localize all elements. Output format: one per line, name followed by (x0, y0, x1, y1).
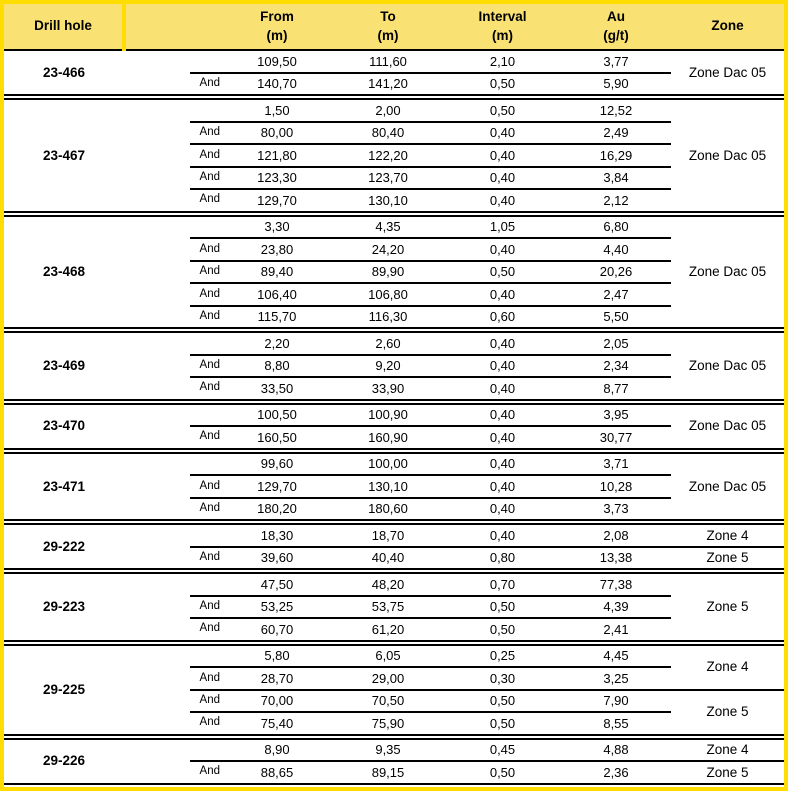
and-cell: And (124, 167, 222, 190)
zone-cell: Zone 5 (706, 599, 749, 614)
au-cell: 2,41 (603, 621, 629, 637)
from-cell: 106,40 (222, 283, 332, 306)
interval-cell: 0,40 (444, 355, 561, 378)
from-cell: 140,70 (257, 76, 297, 92)
from-cell: 39,60 (260, 550, 294, 566)
to-cell: 53,75 (332, 596, 444, 619)
and-cell: And (124, 596, 222, 619)
and-cell (124, 451, 222, 476)
drill-group (4, 522, 784, 571)
interval-cell: 0,50 (489, 621, 516, 637)
au-cell: 8,55 (603, 715, 629, 731)
to-cell: 100,00 (332, 451, 444, 476)
drill-group (4, 571, 784, 643)
au-cell: 4,39 (561, 596, 671, 619)
header-interval-unit: (m) (492, 27, 513, 43)
from-cell: 115,70 (257, 309, 297, 325)
drill-hole-cell: 23-466 (42, 64, 86, 80)
and-cell: And (199, 622, 220, 634)
from-cell: 3,30 (222, 214, 332, 239)
and-cell: And (124, 690, 222, 713)
interval-cell: 0,40 (444, 144, 561, 167)
au-cell: 13,38 (599, 550, 633, 566)
zone-cell: Zone Dac 05 (688, 358, 767, 373)
interval-cell: 0,50 (444, 596, 561, 619)
au-cell: 3,95 (561, 402, 671, 427)
interval-cell: 0,40 (444, 522, 561, 547)
header-from (222, 4, 332, 50)
to-cell: 141,20 (368, 76, 408, 92)
from-cell: 109,50 (222, 50, 332, 73)
au-cell: 2,49 (561, 122, 671, 145)
and-cell: And (124, 261, 222, 284)
to-cell: 89,90 (332, 261, 444, 284)
zone-cell: Zone 5 (706, 764, 749, 780)
and-cell: And (124, 122, 222, 145)
au-cell: 12,52 (561, 97, 671, 122)
and-cell: And (199, 716, 220, 728)
au-cell: 6,80 (561, 214, 671, 239)
au-cell: 2,08 (561, 522, 671, 547)
to-cell: 116,30 (368, 309, 408, 325)
zone-cell: Zone 4 (671, 522, 784, 547)
table-row (4, 402, 784, 427)
from-cell: 5,80 (222, 643, 332, 668)
interval-cell: 0,50 (489, 76, 516, 92)
and-cell (124, 330, 222, 355)
drill-hole-cell: 29-225 (42, 681, 86, 697)
header-au-label: Au (607, 9, 625, 25)
and-cell (124, 97, 222, 122)
to-cell: 111,60 (332, 50, 444, 73)
interval-cell: 0,40 (489, 501, 516, 517)
from-cell: 80,00 (222, 122, 332, 145)
drill-hole-cell: 23-470 (42, 418, 86, 434)
to-cell: 130,10 (332, 475, 444, 498)
from-cell: 8,90 (222, 737, 332, 762)
to-cell: 4,35 (332, 214, 444, 239)
au-cell: 4,40 (561, 238, 671, 261)
and-cell: And (124, 283, 222, 306)
header-row (4, 4, 784, 50)
to-cell: 180,60 (368, 501, 408, 517)
to-cell: 106,80 (332, 283, 444, 306)
to-cell: 130,10 (368, 192, 408, 208)
from-cell: 89,40 (222, 261, 332, 284)
and-cell (124, 643, 222, 668)
au-cell: 2,34 (561, 355, 671, 378)
and-cell (124, 737, 222, 762)
to-cell: 48,20 (332, 571, 444, 596)
drill-hole-cell: 29-226 (42, 753, 86, 769)
header-interval (444, 4, 561, 50)
au-cell: 20,26 (561, 261, 671, 284)
interval-cell: 1,05 (444, 214, 561, 239)
interval-cell: 0,60 (489, 309, 516, 325)
from-cell: 60,70 (260, 621, 294, 637)
to-cell: 9,35 (332, 737, 444, 762)
au-cell: 2,47 (561, 283, 671, 306)
au-cell: 4,88 (561, 737, 671, 762)
interval-cell: 0,40 (489, 380, 516, 396)
to-cell: 40,40 (371, 550, 405, 566)
interval-cell: 0,40 (444, 402, 561, 427)
header-zone (671, 4, 784, 50)
from-cell: 28,70 (222, 667, 332, 690)
from-cell: 123,30 (222, 167, 332, 190)
interval-cell: 0,40 (444, 122, 561, 145)
table-row (4, 571, 784, 596)
from-cell: 8,80 (222, 355, 332, 378)
interval-cell: 0,40 (444, 238, 561, 261)
table-row (4, 643, 784, 668)
drill-group (4, 737, 784, 784)
au-cell: 8,77 (603, 380, 629, 396)
drill-hole-cell: 29-223 (42, 599, 86, 614)
to-cell: 9,20 (332, 355, 444, 378)
from-cell: 100,50 (222, 402, 332, 427)
and-cell: And (124, 475, 222, 498)
zone-cell: Zone 4 (671, 643, 784, 690)
to-cell: 61,20 (371, 621, 405, 637)
drill-group (4, 330, 784, 402)
zone-cell: Zone Dac 05 (688, 418, 767, 434)
au-cell: 10,28 (561, 475, 671, 498)
drill-group (4, 402, 784, 451)
zone-cell: Zone Dac 05 (688, 478, 767, 494)
au-cell: 3,73 (603, 501, 629, 517)
from-cell: 180,20 (257, 501, 297, 517)
interval-cell: 0,40 (489, 192, 516, 208)
from-cell: 18,30 (222, 522, 332, 547)
zone-cell: Zone Dac 05 (688, 64, 767, 80)
au-cell: 30,77 (599, 429, 633, 445)
to-cell: 18,70 (332, 522, 444, 547)
to-cell: 29,00 (332, 667, 444, 690)
from-cell: 99,60 (222, 451, 332, 476)
and-cell: And (124, 144, 222, 167)
drill-group (4, 214, 784, 331)
table-header (4, 4, 784, 50)
au-cell: 5,90 (603, 76, 629, 92)
to-cell: 160,90 (368, 429, 408, 445)
au-cell: 2,36 (603, 764, 629, 780)
interval-cell: 2,10 (444, 50, 561, 73)
au-cell: 7,90 (561, 690, 671, 713)
and-cell: And (199, 193, 220, 205)
and-cell (124, 214, 222, 239)
zone-cell: Zone Dac 05 (688, 147, 767, 163)
header-drill-hole: Drill hole (4, 4, 124, 50)
and-cell: And (199, 765, 220, 777)
interval-cell: 0,50 (444, 690, 561, 713)
interval-cell: 0,50 (444, 261, 561, 284)
from-cell: 53,25 (222, 596, 332, 619)
au-cell: 4,45 (561, 643, 671, 668)
interval-cell: 0,50 (489, 715, 516, 731)
interval-cell: 0,40 (444, 283, 561, 306)
drill-hole-cell: 29-222 (42, 538, 86, 554)
zone-cell: Zone 5 (706, 704, 749, 720)
from-cell: 75,40 (260, 715, 294, 731)
interval-cell: 0,80 (489, 550, 516, 566)
zone-cell: Zone Dac 05 (688, 264, 767, 279)
to-cell: 75,90 (371, 715, 405, 731)
interval-cell: 0,70 (444, 571, 561, 596)
table-row (4, 522, 784, 547)
au-cell: 77,38 (561, 571, 671, 596)
from-cell: 129,70 (222, 475, 332, 498)
interval-cell: 0,40 (444, 167, 561, 190)
from-cell: 70,00 (222, 690, 332, 713)
from-cell: 33,50 (260, 380, 294, 396)
table-row (4, 214, 784, 239)
and-cell: And (124, 238, 222, 261)
header-and-spacer (124, 4, 222, 50)
drill-hole-cell: 23-469 (42, 358, 86, 373)
header-au (561, 4, 671, 50)
interval-cell: 0,40 (489, 429, 516, 445)
to-cell: 123,70 (332, 167, 444, 190)
to-cell: 80,40 (332, 122, 444, 145)
table-row (4, 451, 784, 476)
header-from-unit: (m) (266, 27, 288, 43)
to-cell: 100,90 (332, 402, 444, 427)
drill-group (4, 643, 784, 737)
to-cell: 24,20 (332, 238, 444, 261)
drill-group (4, 50, 784, 97)
header-zone-label: Zone (711, 18, 744, 34)
drill-hole-cell: 23-468 (42, 264, 86, 279)
and-cell (124, 402, 222, 427)
to-cell: 89,15 (371, 764, 405, 780)
and-cell: And (199, 501, 220, 514)
header-to (332, 4, 444, 50)
au-cell: 3,25 (561, 667, 671, 690)
interval-cell: 0,50 (489, 764, 516, 780)
from-cell: 23,80 (222, 238, 332, 261)
drill-hole-cell: 23-467 (42, 147, 86, 163)
to-cell: 122,20 (332, 144, 444, 167)
to-cell: 6,05 (332, 643, 444, 668)
and-cell: And (199, 430, 220, 442)
drill-results-table (4, 4, 784, 785)
header-au-unit: (g/t) (603, 27, 629, 43)
au-cell: 16,29 (561, 144, 671, 167)
header-to-label: To (380, 9, 396, 25)
and-cell (124, 50, 222, 73)
zone-cell: Zone 5 (706, 550, 749, 565)
and-cell: And (124, 667, 222, 690)
from-cell: 160,50 (257, 429, 297, 445)
au-cell: 2,12 (603, 192, 629, 208)
from-cell: 129,70 (257, 192, 297, 208)
table-row (4, 330, 784, 355)
header-to-unit: (m) (377, 27, 399, 43)
interval-cell: 0,45 (444, 737, 561, 762)
table-row (4, 737, 784, 762)
to-cell: 33,90 (371, 380, 405, 396)
from-cell: 1,50 (222, 97, 332, 122)
from-cell: 88,65 (260, 764, 294, 780)
au-cell: 3,77 (561, 50, 671, 73)
and-cell: And (199, 550, 220, 563)
and-cell (124, 522, 222, 547)
interval-cell: 0,50 (444, 97, 561, 122)
interval-cell: 0,40 (444, 475, 561, 498)
from-cell: 2,20 (222, 330, 332, 355)
drill-group (4, 451, 784, 523)
table-row (4, 97, 784, 122)
zone-cell: Zone 4 (671, 737, 784, 762)
to-cell: 2,00 (332, 97, 444, 122)
table-row (4, 50, 784, 73)
to-cell: 70,50 (332, 690, 444, 713)
from-cell: 47,50 (222, 571, 332, 596)
from-cell: 121,80 (222, 144, 332, 167)
au-cell: 5,50 (603, 309, 629, 325)
au-cell: 2,05 (561, 330, 671, 355)
and-cell (124, 571, 222, 596)
interval-cell: 0,30 (444, 667, 561, 690)
and-cell: And (199, 381, 220, 393)
au-cell: 3,84 (561, 167, 671, 190)
interval-cell: 0,40 (444, 330, 561, 355)
to-cell: 2,60 (332, 330, 444, 355)
interval-cell: 0,25 (444, 643, 561, 668)
and-cell: And (124, 355, 222, 378)
au-cell: 3,71 (561, 451, 671, 476)
drill-group (4, 97, 784, 214)
header-interval-label: Interval (478, 9, 527, 25)
and-cell: And (199, 76, 220, 89)
and-cell: And (199, 309, 220, 322)
drill-hole-cell: 23-471 (42, 478, 86, 494)
header-from-label: From (260, 9, 294, 25)
interval-cell: 0,40 (444, 451, 561, 476)
